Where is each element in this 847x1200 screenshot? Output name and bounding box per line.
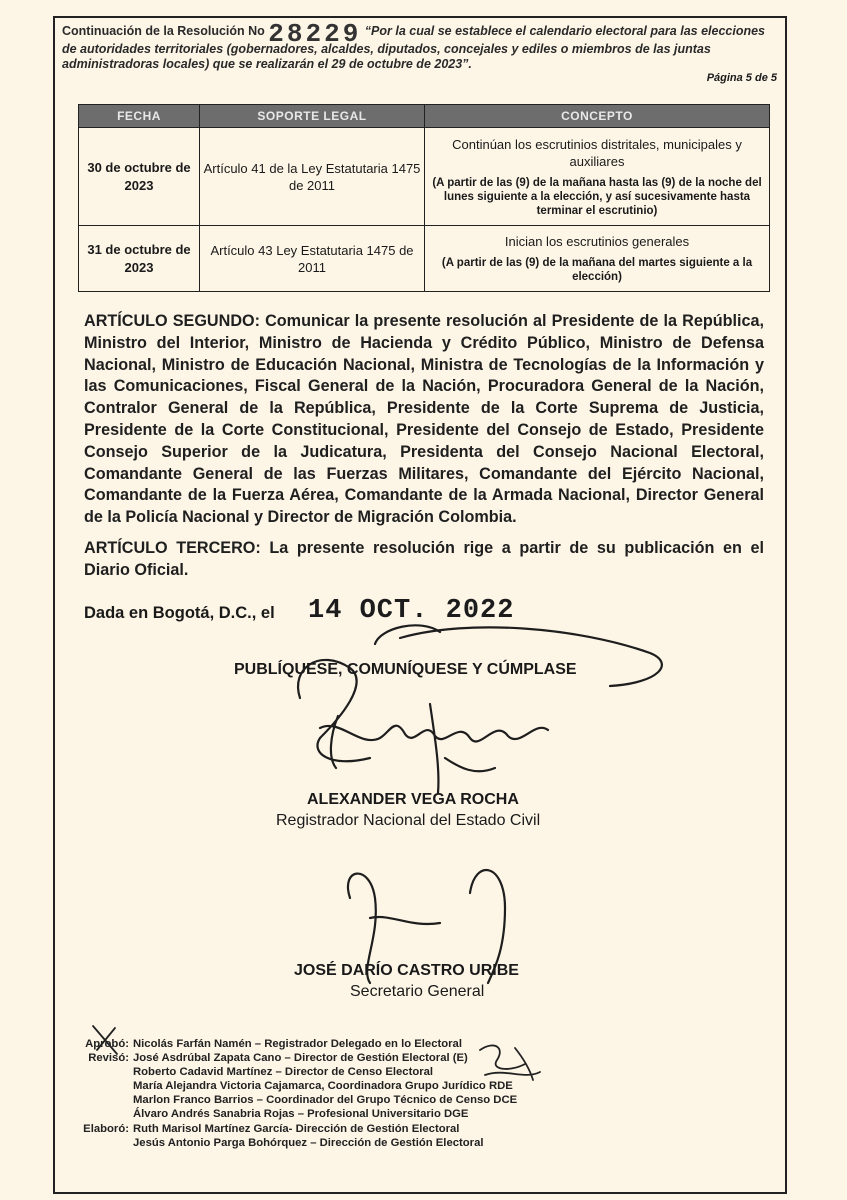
- signature-vega-rocha: [280, 608, 680, 808]
- revision-text: Nicolás Farfán Namén – Registrador Delegado en lo Electoral: [133, 1038, 462, 1050]
- concepto-title: Inician los escrutinios generales: [504, 234, 690, 249]
- page-number: Página 5 de 5: [706, 72, 777, 84]
- revision-row: [72, 1136, 572, 1150]
- table-row: [79, 226, 770, 292]
- revision-text: Ruth Marisol Martínez García- Dirección de Gestión Electoral: [133, 1122, 460, 1135]
- revision-label: Revisó:: [88, 1052, 129, 1065]
- revision-row: [72, 1107, 572, 1121]
- publiquese-line: PUBLÍQUESE, COMUNÍQUESE Y CÚMPLASE: [234, 661, 577, 678]
- header-prefix: Continuación de la Resolución No: [62, 24, 265, 38]
- concepto-title: Continúan los escrutinios distritales, municipales y auxiliares: [452, 136, 742, 169]
- revision-row: [72, 1037, 572, 1051]
- revision-row: [72, 1122, 572, 1136]
- article-label: ARTÍCULO TERCERO:: [84, 539, 261, 557]
- revision-text: Roberto Cadavid Martínez – Director de Censo Electoral: [133, 1066, 434, 1079]
- revision-label: Aprobó:: [85, 1038, 129, 1050]
- cell-concepto: [425, 226, 770, 292]
- date-stamp: 14 OCT. 2022: [308, 596, 515, 626]
- cell-soporte: Artículo 43 Ley Estatutaria 1475 de 2011: [200, 226, 425, 292]
- signer-name: ALEXANDER VEGA ROCHA: [307, 791, 519, 808]
- dada-en-bogota: Dada en Bogotá, D.C., el: [84, 604, 275, 622]
- table-header-row: [79, 105, 770, 128]
- revision-block: [72, 1037, 572, 1150]
- signer-name: JOSÉ DARÍO CASTRO URIBE: [294, 962, 519, 979]
- cell-fecha: 31 de octubre de 2023: [79, 226, 200, 292]
- electoral-calendar-table: [78, 104, 770, 292]
- resolution-header: [62, 19, 780, 72]
- articulo-tercero: [84, 538, 764, 582]
- revision-text: José Asdrúbal Zapata Cano – Director de Gestión Electoral (E): [133, 1052, 468, 1065]
- resolution-title-quote: “Por la cual se establece el calendario electoral para las elecciones de autoridades territoriales (gobernadores, alcaldes, diputados, concejales y ediles o miembros de las juntas administradoras locales) que se realizarán el 29 de octubre de 2023”.: [62, 24, 765, 71]
- cell-concepto: [425, 128, 770, 226]
- article-text: Comunicar la presente resolución al Presidente de la República, Ministro del Interior, Ministro de Hacienda y Crédito Público, Ministro de Defensa Nacional, Ministro de Educación Nacional, Ministra de Tecnologías de la Información y las Comunicaciones, Fiscal General de la Nación, Procuradora General de la Nación, Contralor General de la República, Presidente de la Corte Suprema de Justicia, Presidente de la Corte Constitucional, Presidente del Consejo de Estado, Presidente Consejo Superior de la Judicatura, Presidenta del Consejo Nacional Electoral, Comandante General de las Fuerzas Militares, Comandante del Ejército Nacional, Comandante de la Fuerza Aérea, Comandante de la Armada Nacional, Director General de la Policía Nacional y Director de Migración Colombia.: [84, 312, 764, 527]
- article-label: ARTÍCULO SEGUNDO:: [84, 312, 260, 330]
- column-header: CONCEPTO: [425, 105, 770, 128]
- concepto-detail: (A partir de las (9) de la mañana hasta las (9) de la noche del lunes siguiente a la elección, y así sucesivamente hasta terminar el escrutinio): [432, 176, 762, 217]
- revision-text: Jesús Antonio Parga Bohórquez – Dirección de Gestión Electoral: [133, 1136, 484, 1149]
- table-row: [79, 128, 770, 226]
- revision-row: [72, 1079, 572, 1093]
- revision-text: Marlon Franco Barrios – Coordinador del Grupo Técnico de Censo DCE: [133, 1094, 518, 1107]
- signer-role: Secretario General: [350, 983, 485, 1000]
- column-header: SOPORTE LEGAL: [200, 105, 425, 128]
- revision-row: [72, 1051, 572, 1065]
- resolution-number: 28229: [268, 19, 362, 49]
- articulo-segundo: [84, 311, 764, 529]
- revision-row: [72, 1093, 572, 1107]
- revision-text: Álvaro Andrés Sanabria Rojas – Profesional Universitario DGE: [133, 1108, 469, 1121]
- concepto-detail: (A partir de las (9) de la mañana del martes siguiente a la elección): [441, 257, 753, 283]
- revision-text: María Alejandra Victoria Cajamarca, Coordinadora Grupo Jurídico RDE: [133, 1080, 513, 1093]
- signer-role: Registrador Nacional del Estado Civil: [276, 812, 541, 829]
- revision-label: Elaboró:: [83, 1122, 129, 1135]
- column-header: FECHA: [79, 105, 200, 128]
- cell-fecha: 30 de octubre de 2023: [79, 128, 200, 226]
- revision-row: [72, 1065, 572, 1079]
- article-text: La presente resolución rige a partir de su publicación en el Diario Oficial.: [84, 539, 764, 579]
- cell-soporte: Artículo 41 de la Ley Estatutaria 1475 de 2011: [200, 128, 425, 226]
